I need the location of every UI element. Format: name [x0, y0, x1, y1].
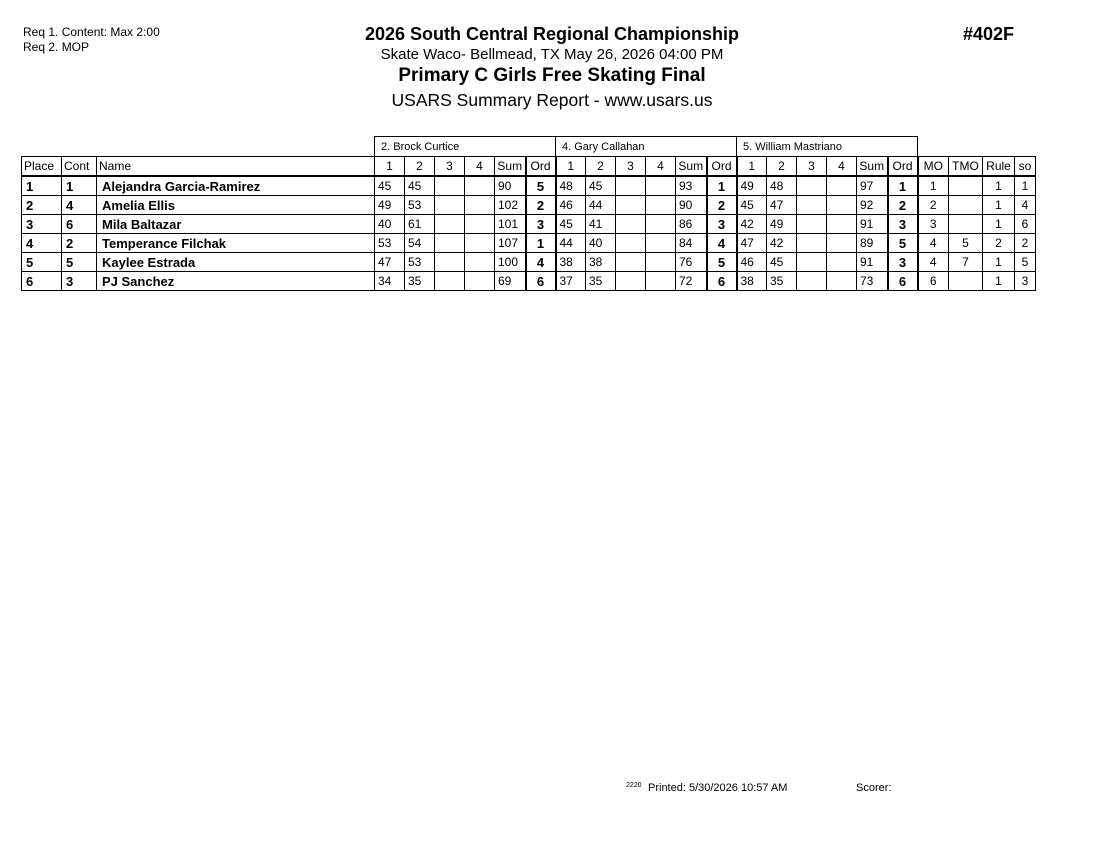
score-cell: 61: [405, 215, 435, 234]
score-cell: 35: [767, 272, 797, 291]
sum-cell: 100: [495, 253, 526, 272]
ordinal-cell: 2: [888, 196, 918, 215]
skater-name: Amelia Ellis: [97, 196, 375, 215]
column-header-row: [22, 157, 1036, 177]
mo-cell: 3: [918, 215, 949, 234]
cont-cell: 3: [62, 272, 97, 291]
score-cell: [465, 196, 495, 215]
score-cell: [435, 253, 465, 272]
rule-cell: 2: [983, 234, 1015, 253]
score-cell: 46: [556, 196, 586, 215]
table-row: [22, 215, 1036, 234]
ordinal-cell: 6: [526, 272, 556, 291]
skater-name: Mila Baltazar: [97, 215, 375, 234]
score-cell: [616, 176, 646, 196]
col-j2-ord: Ord: [707, 157, 737, 177]
score-cell: 53: [375, 234, 405, 253]
ordinal-cell: 6: [888, 272, 918, 291]
requirement-2: Req 2. MOP: [23, 40, 90, 54]
sum-cell: 91: [857, 253, 888, 272]
skater-name: Temperance Filchak: [97, 234, 375, 253]
ordinal-cell: 3: [888, 253, 918, 272]
col-so: so: [1015, 157, 1036, 177]
tmo-cell: [949, 215, 983, 234]
sum-cell: 97: [857, 176, 888, 196]
score-cell: [616, 196, 646, 215]
tmo-cell: 5: [949, 234, 983, 253]
ordinal-cell: 1: [888, 176, 918, 196]
sum-cell: 90: [676, 196, 707, 215]
cont-cell: 2: [62, 234, 97, 253]
col-cont: Cont: [62, 157, 97, 177]
mo-cell: 1: [918, 176, 949, 196]
score-cell: 42: [737, 215, 767, 234]
score-cell: [797, 176, 827, 196]
skater-name: PJ Sanchez: [97, 272, 375, 291]
division-title: Primary C Girls Free Skating Final: [398, 65, 706, 86]
score-cell: [646, 176, 676, 196]
ordinal-cell: 1: [526, 234, 556, 253]
score-cell: [465, 253, 495, 272]
score-cell: 53: [405, 196, 435, 215]
score-cell: 41: [586, 215, 616, 234]
table-row: [22, 234, 1036, 253]
place-cell: 1: [22, 176, 62, 196]
ordinal-cell: 4: [707, 234, 737, 253]
score-cell: 49: [767, 215, 797, 234]
score-cell: [435, 176, 465, 196]
sum-cell: 76: [676, 253, 707, 272]
judges-row: [22, 137, 1036, 157]
ordinal-cell: 5: [526, 176, 556, 196]
score-cell: [646, 234, 676, 253]
score-cell: [465, 234, 495, 253]
sum-cell: 102: [495, 196, 526, 215]
score-cell: 48: [556, 176, 586, 196]
sum-cell: 73: [857, 272, 888, 291]
skater-name: Alejandra Garcia-Ramirez: [97, 176, 375, 196]
score-cell: [797, 196, 827, 215]
score-cell: [646, 196, 676, 215]
score-cell: [827, 176, 857, 196]
score-cell: [616, 215, 646, 234]
score-cell: 38: [586, 253, 616, 272]
score-cell: 45: [375, 176, 405, 196]
score-cell: 45: [737, 196, 767, 215]
rule-cell: 1: [983, 253, 1015, 272]
score-cell: [465, 272, 495, 291]
score-cell: 45: [586, 176, 616, 196]
so-cell: 6: [1015, 215, 1036, 234]
ordinal-cell: 3: [707, 215, 737, 234]
col-j2-score1: 1: [556, 157, 586, 177]
score-cell: 47: [737, 234, 767, 253]
rule-cell: 1: [983, 176, 1015, 196]
score-cell: 49: [375, 196, 405, 215]
col-j2-score4: 4: [646, 157, 676, 177]
table-row: [22, 196, 1036, 215]
score-cell: 46: [737, 253, 767, 272]
table-row: [22, 253, 1036, 272]
place-cell: 3: [22, 215, 62, 234]
table-row: [22, 176, 1036, 196]
cont-cell: 1: [62, 176, 97, 196]
score-cell: [435, 272, 465, 291]
tmo-cell: [949, 176, 983, 196]
footer-code: 2220: [626, 782, 642, 789]
score-cell: [465, 176, 495, 196]
sum-cell: 89: [857, 234, 888, 253]
place-cell: 6: [22, 272, 62, 291]
tmo-cell: 7: [949, 253, 983, 272]
col-j1-score1: 1: [375, 157, 405, 177]
requirement-1: Req 1. Content: Max 2:00: [23, 25, 160, 39]
score-cell: [797, 253, 827, 272]
printed-timestamp: Printed: 5/30/2026 10:57 AM: [648, 782, 788, 794]
ordinal-cell: 3: [888, 215, 918, 234]
mo-cell: 4: [918, 253, 949, 272]
mo-cell: 2: [918, 196, 949, 215]
tmo-cell: [949, 272, 983, 291]
score-cell: [646, 253, 676, 272]
tmo-cell: [949, 196, 983, 215]
rule-cell: 1: [983, 196, 1015, 215]
col-j3-score4: 4: [827, 157, 857, 177]
event-location: Skate Waco- Bellmead, TX May 26, 2026 04:00 PM: [380, 46, 724, 63]
col-j2-score2: 2: [586, 157, 616, 177]
score-cell: 40: [375, 215, 405, 234]
score-cell: 44: [556, 234, 586, 253]
score-cell: [797, 272, 827, 291]
so-cell: 4: [1015, 196, 1036, 215]
so-cell: 1: [1015, 176, 1036, 196]
skater-name: Kaylee Estrada: [97, 253, 375, 272]
sum-cell: 107: [495, 234, 526, 253]
col-rule: Rule: [983, 157, 1015, 177]
col-name: Name: [97, 157, 375, 177]
sum-cell: 72: [676, 272, 707, 291]
sum-cell: 90: [495, 176, 526, 196]
table-row: [22, 272, 1036, 291]
sum-cell: 91: [857, 215, 888, 234]
sum-cell: 84: [676, 234, 707, 253]
cont-cell: 5: [62, 253, 97, 272]
score-cell: [465, 215, 495, 234]
col-j2-score3: 3: [616, 157, 646, 177]
col-j3-ord: Ord: [888, 157, 918, 177]
results-table: [21, 136, 1036, 291]
score-cell: 48: [767, 176, 797, 196]
score-cell: [827, 196, 857, 215]
place-cell: 2: [22, 196, 62, 215]
score-cell: 38: [556, 253, 586, 272]
place-cell: 5: [22, 253, 62, 272]
scorer-label: Scorer:: [856, 782, 892, 794]
score-cell: 34: [375, 272, 405, 291]
score-cell: 53: [405, 253, 435, 272]
sum-cell: 69: [495, 272, 526, 291]
score-cell: [827, 272, 857, 291]
ordinal-cell: 2: [526, 196, 556, 215]
score-cell: [646, 272, 676, 291]
col-j3-score3: 3: [797, 157, 827, 177]
ordinal-cell: 3: [526, 215, 556, 234]
score-cell: 45: [767, 253, 797, 272]
col-j3-score1: 1: [737, 157, 767, 177]
so-cell: 3: [1015, 272, 1036, 291]
sum-cell: 92: [857, 196, 888, 215]
rule-cell: 1: [983, 215, 1015, 234]
score-cell: 42: [767, 234, 797, 253]
judge-3-name: 5. William Mastriano: [737, 137, 918, 157]
judge-2-name: 4. Gary Callahan: [556, 137, 737, 157]
score-cell: [435, 215, 465, 234]
score-cell: 44: [586, 196, 616, 215]
col-j1-sum: Sum: [495, 157, 526, 177]
col-j1-ord: Ord: [526, 157, 556, 177]
score-cell: [616, 272, 646, 291]
score-cell: [435, 196, 465, 215]
cont-cell: 6: [62, 215, 97, 234]
ordinal-cell: 1: [707, 176, 737, 196]
judge-1-name: 2. Brock Curtice: [375, 137, 556, 157]
score-cell: 45: [556, 215, 586, 234]
score-cell: 35: [586, 272, 616, 291]
col-mo: MO: [918, 157, 949, 177]
score-cell: [797, 234, 827, 253]
rule-cell: 1: [983, 272, 1015, 291]
sum-cell: 86: [676, 215, 707, 234]
score-cell: 35: [405, 272, 435, 291]
event-title: 2026 South Central Regional Championship: [364, 24, 740, 44]
score-cell: [827, 253, 857, 272]
sum-cell: 101: [495, 215, 526, 234]
cont-cell: 4: [62, 196, 97, 215]
report-title: USARS Summary Report - www.usars.us: [391, 90, 713, 110]
mo-cell: 4: [918, 234, 949, 253]
col-tmo: TMO: [949, 157, 983, 177]
so-cell: 5: [1015, 253, 1036, 272]
mo-cell: 6: [918, 272, 949, 291]
event-number: #402F: [963, 24, 1015, 44]
score-cell: [827, 215, 857, 234]
ordinal-cell: 2: [707, 196, 737, 215]
requirements: [23, 25, 160, 55]
so-cell: 2: [1015, 234, 1036, 253]
score-cell: [616, 234, 646, 253]
score-cell: [616, 253, 646, 272]
score-cell: 54: [405, 234, 435, 253]
col-j1-score4: 4: [465, 157, 495, 177]
sum-cell: 93: [676, 176, 707, 196]
col-j3-sum: Sum: [857, 157, 888, 177]
col-j1-score2: 2: [405, 157, 435, 177]
col-j3-score2: 2: [767, 157, 797, 177]
ordinal-cell: 5: [707, 253, 737, 272]
score-cell: 37: [556, 272, 586, 291]
ordinal-cell: 6: [707, 272, 737, 291]
col-j1-score3: 3: [435, 157, 465, 177]
score-cell: 38: [737, 272, 767, 291]
ordinal-cell: 5: [888, 234, 918, 253]
col-place: Place: [22, 157, 62, 177]
score-cell: 45: [405, 176, 435, 196]
score-cell: [646, 215, 676, 234]
score-cell: [797, 215, 827, 234]
ordinal-cell: 4: [526, 253, 556, 272]
score-cell: 47: [375, 253, 405, 272]
results-body: [22, 176, 1036, 291]
score-cell: 40: [586, 234, 616, 253]
col-j2-sum: Sum: [676, 157, 707, 177]
score-cell: [827, 234, 857, 253]
score-cell: 49: [737, 176, 767, 196]
place-cell: 4: [22, 234, 62, 253]
score-cell: 47: [767, 196, 797, 215]
score-cell: [435, 234, 465, 253]
